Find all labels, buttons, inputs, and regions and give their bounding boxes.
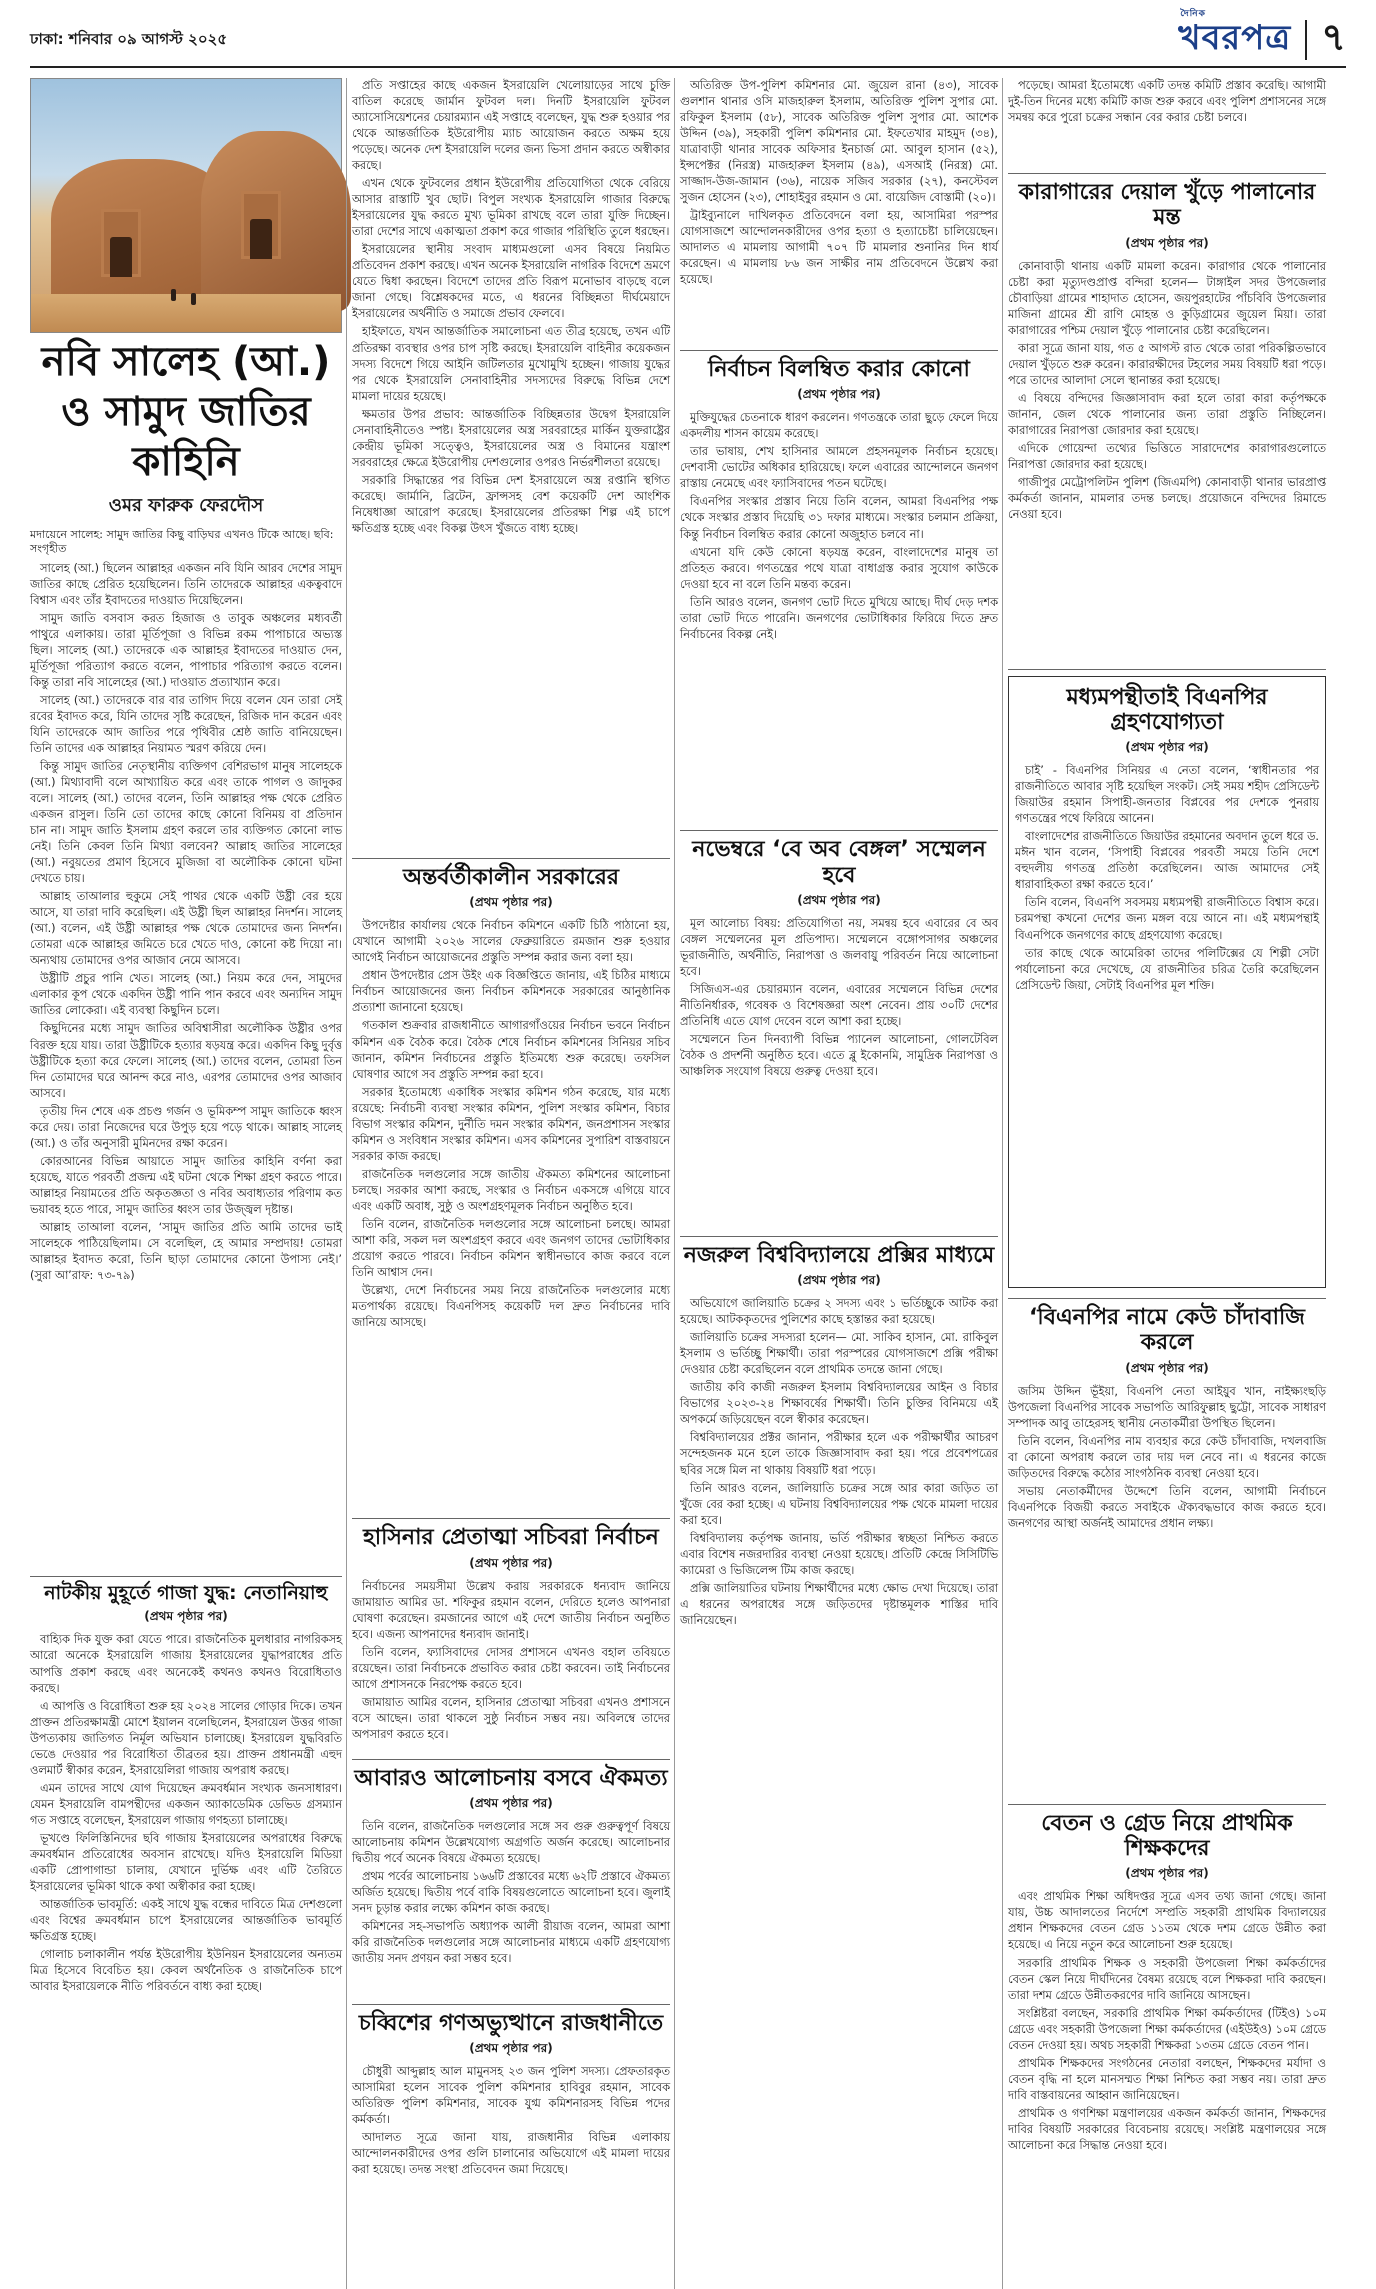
story-bnp bbox=[1008, 676, 1326, 1289]
interim-paragraph: প্রধান উপদেষ্টার প্রেস উইং এক বিজ্ঞপ্তিতে জানায়, এই চিঠির মাধ্যমে নির্বাচন আয়োজনের জন্য নির্বাচন কমিশনকে সরকারের আনুষ্ঠানিক প্রত্যাশা জানানো হয়েছে। bbox=[352, 969, 670, 1015]
capital-headline: চব্বিশের গণঅভ্যুত্থানে রাজধানীতে bbox=[358, 2010, 664, 2036]
bnp-paragraph: বাংলাদেশের রাজনীতিতে জিয়াউর রহমানের অবদান তুলে ধরে ড. মঈন খান বলেন, ‘সিপাহী বিপ্লবের পরবর্তী সময়ে তিনি দেশে বহুদলীয় গণতন্ত্র প্রতিষ্ঠা করেছিলেন। আজ আমাদের সেই ধারাবাহিকতা রক্ষা করতে হবে।’ bbox=[1015, 830, 1319, 892]
prison-body bbox=[1008, 259, 1326, 659]
story-nazrul bbox=[680, 1243, 998, 2176]
israel-paragraph: হাইফাতে, যখন আন্তর্জাতিক সমালোচনা এত তীব্র হয়েছে, তখন এটি প্রতিরক্ষা ব্যবস্থার ওপর চাপ সৃষ্টি করছে। ইসরায়েলি বাহিনীর কয়েকজন সদস্য বিদেশে গিয়ে আইনি জটিলতার মুখোমুখি হচ্ছেন। গাজায় যুদ্ধের পর থেকে ইসরায়েলি সেনাবাহিনীর সদস্যদের বিরুদ্ধে বিভিন্ন দেশে মামলা দায়ের হয়েছে। bbox=[352, 325, 670, 403]
divider-rule bbox=[352, 1518, 670, 1519]
prison-paragraph: কারা সূত্রে জানা যায়, গত ৫ আগস্ট রাত থেকে তারা পরিকল্পিতভাবে দেয়াল খুঁড়তে শুরু করেন। কারারক্ষীদের টহলের সময় বিষয়টি ধরা পড়ে। পরে তাদের আলাদা সেলে স্থানান্তর করা হয়েছে। bbox=[1008, 341, 1326, 387]
teachers-paragraph: প্রাথমিক শিক্ষকদের সংগঠনের নেতারা বলছেন, শিক্ষকদের মর্যাদা ও বেতন বৃদ্ধি না হলে মানসম্মত শিক্ষা নিশ্চিত করা সম্ভব নয়। তারা দ্রুত দাবি বাস্তবায়নের আহ্বান জানিয়েছেন। bbox=[1008, 2056, 1326, 2102]
hasina-paragraph: জামায়াত আমির বলেন, হাসিনার প্রেতাত্মা সচিবরা এখনও প্রশাসনে বসে আছেন। তারা থাকলে সুষ্ঠু নির্বাচন সম্ভব নয়। অবিলম্বে তাদের অপসারণ করতে হবে। bbox=[352, 1695, 670, 1741]
nazrul-paragraph: বিশ্ববিদ্যালয় কর্তৃপক্ষ জানায়, ভর্তি পরীক্ষার স্বচ্ছতা নিশ্চিত করতে এবার বিশেষ নজরদারির ব্যবস্থা নেওয়া হয়েছে। প্রতিটি কেন্দ্রে সিসিটিভি ক্যামেরা ও ভিজিলেন্স টিম কাজ করছে। bbox=[680, 1531, 998, 1577]
consensus-headline: আবারও আলোচনায় বসবে ঐকমত্য bbox=[354, 1765, 668, 1791]
saleh-paragraph: সামুদ জাতি বসবাস করত হিজাজ ও তাবুক অঞ্চলের মধ্যবর্তী পাথুরে এলাকায়। তারা মূর্তিপূজা ও বিভিন্ন রকম পাপাচারে অভ্যস্ত ছিল। সালেহ (আ.) তাদেরকে এক আল্লাহর ইবাদতের দাওয়াত দেন, মূর্তিপূজা পরিত্যাগ করতে বলেন, পাপাচার পরিত্যাগ করতে বলেন। কিন্তু তারা নবি সালেহের (আ.) দাওয়াত প্রত্যাখ্যান করে। bbox=[30, 611, 342, 689]
saleh-paragraph: সালেহ (আ.) তাদেরকে বার বার তাগিদ দিয়ে বলেন যেন তারা সেই রবের ইবাদত করে, যিনি তাদের সৃষ্টি করেছেন, রিজিক দান করেন এবং যিনি তাদেরকে আদ জাতির পরে পৃথিবীর শ্রেষ্ঠ জাতি বানিয়েছেন। তিনি তাদের এক আল্লাহর নিয়ামত স্মরণ করিয়ে দেন। bbox=[30, 693, 342, 755]
story-israel-continued bbox=[352, 78, 670, 848]
prison-paragraph: গাজীপুর মেট্রোপলিটন পুলিশ (জিএমপি) কোনাবাড়ী থানার ভারপ্রাপ্ত কর্মকর্তা জানান, মামলার তদন্ত চলছে। প্রয়োজনে বন্দিদের রিমান্ডে নেওয়া হবে। bbox=[1008, 476, 1326, 522]
nazrul-continued: (প্রথম পৃষ্ঠার পর) bbox=[797, 1273, 881, 1288]
teachers-headline: বেতন ও গ্রেড নিয়ে প্রাথমিক শিক্ষকদের bbox=[1041, 1810, 1293, 1862]
interim-paragraph: রাজনৈতিক দলগুলোর সঙ্গে জাতীয় ঐকমত্য কমিশনের আলোচনা চলছে। সরকার আশা করছে, সংস্কার ও নির্বাচন একসঙ্গে এগিয়ে যাবে এবং একটি অবাধ, সুষ্ঠু ও অংশগ্রহণমূলক নির্বাচন অনুষ্ঠিত হবে। bbox=[352, 1167, 670, 1213]
interim-continued: (প্রথম পৃষ্ঠার পর) bbox=[469, 895, 553, 910]
divider-rule bbox=[680, 1236, 998, 1237]
prison-paragraph: এ বিষয়ে বন্দিদের জিজ্ঞাসাবাদ করা হলে তারা কারা কর্তৃপক্ষকে জানান, জেল থেকে পালানোর জন্য তারা প্রস্তুতি নিচ্ছিলেন। কারাগারের নিরাপত্তা জোরদার করা হয়েছে। bbox=[1008, 391, 1326, 437]
masthead-right bbox=[1178, 8, 1346, 72]
gaza-paragraph: গোলাচ চলাকালীন পর্যন্ত ইউরোপীয় ইউনিয়ন ইসরায়েলের অন্যতম মিত্র হিসেবে বিবেচিত হয়। কেবল অর্থনৈতিক ও রাজনৈতিক চাপে আবার ইসরায়েলকে নীতি পরিবর্তনে বাধ্য করা হচ্ছে। bbox=[30, 1948, 342, 1994]
israel-paragraph: এখন থেকে ফুটবলের প্রধান ইউরোপীয় প্রতিযোগিতা থেকে বেরিয়ে আসার রাস্তাটি খুব ছোট। বিপুল সংখ্যক ইসরায়েলি গাজার বিরুদ্ধে ইসরায়েলের যুদ্ধ করতে মুখ্য ভূমিকা রাখছে বলে তারা যুক্তি দিচ্ছেন। তারা দেশের সাথে একাত্মতা প্রকাশ করে গাজার পরিস্থিতি তুলে ধরছেন। bbox=[352, 177, 670, 239]
prison-paragraph: এদিকে গোয়েন্দা তথ্যের ভিত্তিতে সারাদেশের কারাগারগুলোতে নিরাপত্তা জোরদার করা হয়েছে। bbox=[1008, 441, 1326, 471]
saleh-paragraph: কিন্তু সামুদ জাতির নেতৃস্থানীয় ব্যক্তিগণ বেশিরভাগ মানুষ সালেহকে (আ.) মিথ্যাবাদী বলে আখ্যায়িত করে এবং তাকে পাগল ও জাদুকর বলে। সালেহ (আ.) তাদের বলেন, তিনি আল্লাহর পক্ষ থেকে প্রেরিত একজন রাসুল। তিনি তো তাদের কাছে কোনো বিনিময় বা প্রতিদান চান না। সামুদ জাতি ইসলাম গ্রহণ করলে তার ব্যক্তিগত কোনো লাভ নেই। তিনি কেবল তিনি মিথ্যা বলবেন? আল্লাহ জাতির সালেহের (আ.) নবুয়তের প্রমাণ হিসেবে মুজিজা বা অলৌকিক কোনো ঘটনা দেখতে চায়। bbox=[30, 759, 342, 886]
nazrul-paragraph: প্রক্সি জালিয়াতির ঘটনায় শিক্ষার্থীদের মধ্যে ক্ষোভ দেখা দিয়েছে। তারা এ ধরনের অপরাধের সঙ্গে জড়িতদের দৃষ্টান্তমূলক শাস্তির দাবি জানিয়েছেন। bbox=[680, 1581, 998, 1627]
nazrul-paragraph: জালিয়াতি চক্রের সদস্যরা হলেন— মো. সাকিব হাসান, মো. রাকিবুল ইসলাম ও ভর্তিচ্ছু শিক্ষার্থী। তারা পরস্পরের যোগসাজশে প্রক্সি পরীক্ষা দেওয়ার চেষ্টা করেছিলেন বলে প্রাথমিক তদন্তে জানা গেছে। bbox=[680, 1331, 998, 1377]
chandabaji-paragraph: জসিম উদ্দিন ভূঁইয়া, বিএনপি নেতা আইয়ুব খান, নাইক্ষ্যংছড়ি উপজেলা বিএনপির সাবেক সভাপতি আরিফুল্লাহ ছুট্টো, সাবেক সাধারণ সম্পাদক আবু তাহেরসহ স্থানীয় নেতাকর্মীরা উপস্থিত ছিলেন। bbox=[1008, 1384, 1326, 1430]
saleh-paragraph: কিছুদিনের মধ্যে সামুদ জাতির অবিশ্বাসীরা অলৌকিক উষ্ট্রীর ওপর বিরক্ত হয়ে যায়। তারা উষ্ট্রীটিকে হত্যার ষড়যন্ত্র করে। একদিন কিছু দুর্বৃত্ত উষ্ট্রীটিকে হত্যা করে ফেলে। সালেহ (আ.) তাদের বলেন, তোমরা তিন দিন তোমাদের ঘরে আনন্দ করে নাও, এরপর তোমাদের ওপর আজাব আসবে। bbox=[30, 1022, 342, 1100]
column-1 bbox=[30, 78, 342, 2289]
hasina-paragraph: তিনি বলেন, ফ্যাসিবাদের দোসর প্রশাসনে এখনও বহাল তবিয়তে রয়েছেন। তারা নির্বাচনকে প্রভাবিত করার চেষ্টা করবেন। তাই নির্বাচনের আগে প্রশাসনকে নিরপেক্ষ করতে হবে। bbox=[352, 1645, 670, 1691]
capital-paragraph: আদালত সূত্রে জানা যায়, রাজধানীর বিভিন্ন এলাকায় আন্দোলনকারীদের ওপর গুলি চালানোর অভিযোগে এই মামলা দায়ের করা হয়েছে। তদন্ত সংস্থা প্রতিবেদন জমা দিয়েছে। bbox=[352, 2131, 670, 2177]
gaza-body bbox=[30, 1632, 342, 2272]
bnp-continued: (প্রথম পৃষ্ঠার পর) bbox=[1125, 740, 1209, 755]
tomb-door bbox=[250, 219, 272, 259]
police-paragraph: ট্রাইব্যুনালে দাখিলকৃত প্রতিবেদনে বলা হয়, আসামিরা পরস্পর যোগসাজশে আন্দোলনকারীদের ওপর হত্যা ও হত্যাচেষ্টা চালিয়েছেন। আদালত এ মামলায় আগামী ৭০৭ টি মামলার শুনানির দিন ধার্য করেছেন। এ মামলায় ৮৬ জন সাক্ষীর নাম প্রতিবেদনে উল্লেখ করা হয়েছে। bbox=[680, 209, 998, 287]
election-paragraph: এখনো যদি কেউ কোনো ষড়যন্ত্র করেন, বাংলাদেশের মানুষ তা প্রতিহত করবে। গণতন্ত্রের পথে যাত্রা বাধাগ্রস্ত করার সুযোগ কাউকে দেওয়া হবে না বলে তিনি মন্তব্য করেন। bbox=[680, 545, 998, 591]
bengal-continued: (প্রথম পৃষ্ঠার পর) bbox=[797, 892, 881, 907]
bengal-body bbox=[680, 916, 998, 1226]
hasina-continued: (প্রথম পৃষ্ঠার পর) bbox=[469, 1555, 553, 1570]
saleh-byline: ওমর ফারুক ফেরদৌস bbox=[108, 495, 264, 516]
story-capital bbox=[352, 2011, 670, 2184]
story-teachers bbox=[1008, 1811, 1326, 2280]
masthead-divider bbox=[1305, 20, 1307, 60]
israel-paragraph: সরকারি সিদ্ধান্তের পর বিভিন্ন দেশ ইসরায়েলে অস্ত্র রপ্তানি স্থগিত করেছে। জার্মানি, ব্রিটেন, ফ্রান্সসহ বেশ কয়েকটি দেশ আংশিক নিষেধাজ্ঞা আরোপ করেছে। ইসরায়েলের প্রতিরক্ষা শিল্প এই চাপে ক্ষতিগ্রস্ত হচ্ছে এবং বিকল্প উৎস খুঁজতে বাধ্য হচ্ছে। bbox=[352, 473, 670, 535]
investigation-body bbox=[1008, 78, 1326, 163]
consensus-body bbox=[352, 1819, 670, 1994]
gaza-paragraph: আন্তর্জাতিক ভাবমূর্তি: একই সাথে যুদ্ধ বন্ধের দাবিতে মিত্র দেশগুলো এবং বিশ্বের ক্রমবর্ধমান চাপে ইসরায়েলের আন্তর্জাতিক ভাবমূর্তি ক্ষতিগ্রস্ত হচ্ছে। bbox=[30, 1897, 342, 1943]
election-headline: নির্বাচন বিলম্বিত করার কোনো bbox=[708, 357, 970, 382]
teachers-paragraph: প্রাথমিক ও গণশিক্ষা মন্ত্রণালয়ের একজন কর্মকর্তা জানান, শিক্ষকদের দাবির বিষয়টি সরকারের বিবেচনায় রয়েছে। সংশ্লিষ্ট মন্ত্রণালয়ের সঙ্গে আলোচনা করে সিদ্ধান্ত নেওয়া হবে। bbox=[1008, 2106, 1326, 2152]
divider-rule bbox=[680, 830, 998, 831]
story-chandabaji bbox=[1008, 1305, 1326, 1794]
saleh-paragraph: আল্লাহ তাআলা বলেন, ‘সামুদ জাতির প্রতি আমি তাদের ভাই সালেহকে পাঠিয়েছিলাম। সে বলেছিল, হে আমার সম্প্রদায়! তোমরা আল্লাহর ইবাদত করো, তিনি ছাড়া তোমাদের কোনো উপাস্য নেই।’ (সুরা আ’রাফ: ৭৩-৭৯) bbox=[30, 1220, 342, 1282]
nazrul-headline: নজরুল বিশ্ববিদ্যালয়ে প্রক্সির মাধ্যমে bbox=[683, 1242, 995, 1268]
election-paragraph: মুক্তিযুদ্ধের চেতনাকে ধারণ করলেন। গণতন্ত্রকে তারা ছুড়ে ফেলে দিয়ে একদলীয় শাসন কায়েম করেছে। bbox=[680, 411, 998, 441]
saleh-photo bbox=[30, 78, 342, 333]
columns bbox=[30, 78, 1346, 2177]
story-police-continued bbox=[680, 78, 998, 340]
story-interim bbox=[352, 865, 670, 1508]
gaza-paragraph: এমন তাদের সাথে যোগ দিয়েছেন ক্রমবর্ধমান সংখ্যক জনসাধারণ। যেমন ইসরায়েলি বামপন্থীদের একজন অ্যাকাডেমিক ডেভিড গ্রসম্যান গত সপ্তাহে বলেছেন, ইসরায়েল গাজায় গণহত্যা চালাচ্ছে। bbox=[30, 1781, 342, 1827]
interim-paragraph: উপদেষ্টার কার্যালয় থেকে নির্বাচন কমিশনে একটি চিঠি পাঠানো হয়, যেখানে আগামী ২০২৬ সালের ফেব্রুয়ারিতে রমজান শুরু হওয়ার আগেই নির্বাচন আয়োজনের প্রস্তুতি সম্পন্ন করার জন্য বলা হয়। bbox=[352, 919, 670, 965]
interim-body bbox=[352, 918, 670, 1508]
chandabaji-continued: (প্রথম পৃষ্ঠার পর) bbox=[1125, 1360, 1209, 1375]
story-hasina bbox=[352, 1525, 670, 1748]
capital-continued: (প্রথম পৃষ্ঠার পর) bbox=[469, 2041, 553, 2056]
israel-paragraph: ইসরায়েলের স্থানীয় সংবাদ মাধ্যমগুলো এসব বিষয়ে নিয়মিত প্রতিবেদন প্রকাশ করছে। এখন অনেক ইসরায়েলি নাগরিক বিদেশে ভ্রমণে যেতে দ্বিধা করছেন। বিদেশে তাদের প্রতি বিরূপ মনোভাব বাড়ছে বলে জানা গেছে। বিশ্লেষকদের মতে, এ ধরনের বিচ্ছিন্নতা দীর্ঘমেয়াদে ইসরায়েলের অর্থনীতি ও সমাজে প্রভাব ফেলবে। bbox=[352, 243, 670, 321]
bengal-paragraph: মূল আলোচ্য বিষয়: প্রতিযোগিতা নয়, সমন্বয় হবে এবারের বে অব বেঙ্গল সম্মেলনের মূল প্রতিপাদ্য। সম্মেলনে বঙ্গোপসাগর অঞ্চলের ভূরাজনীতি, অর্থনীতি, নিরাপত্তা ও জলবায়ু পরিবর্তন নিয়ে আলোচনা হবে। bbox=[680, 916, 998, 978]
saleh-paragraph: সালেহ (আ.) ছিলেন আল্লাহর একজন নবি যিনি আরব দেশের সামুদ জাতির কাছে প্রেরিত হয়েছিলেন। তিনি তাদেরকে আল্লাহর একত্ববাদে বিশ্বাস এবং তাঁর ইবাদতের দাওয়াত দিয়েছিলেন। bbox=[30, 561, 342, 607]
story-saleh bbox=[30, 337, 342, 1566]
desert-sand bbox=[31, 294, 341, 332]
divider-rule bbox=[1008, 173, 1326, 174]
interim-paragraph: গতকাল শুক্রবার রাজধানীতে আগারগাঁওয়ের নির্বাচন ভবনে নির্বাচন কমিশন এক বৈঠক করে। বৈঠক শেষে নির্বাচন কমিশনের সিনিয়র সচিব জানান, কমিশন নির্বাচনের প্রস্তুতি ইতিমধ্যে শুরু করেছে। তফসিল ঘোষণার আগে সব প্রস্তুতি সম্পন্ন করা হবে। bbox=[352, 1019, 670, 1081]
election-continued: (প্রথম পৃষ্ঠার পর) bbox=[797, 387, 881, 402]
prison-paragraph: কোনাবাড়ী থানায় একটি মামলা করেন। কারাগার থেকে পালানোর চেষ্টা করা মৃত্যুদণ্ডপ্রাপ্ত বন্দিরা হলেন— টাঙ্গাইল সদর উপজেলার চৌবাড়িয়া গ্রামের শাহাদাত হোসেন, জয়পুরহাটের পাঁচবিবি উপজেলার মাজিনা গ্রামের শ্রী রাণি মোহন্ত ও কুড়িগ্রামের জুয়েল মিয়া। তারা কারাগারের পশ্চিম দেয়াল খুঁড়ে পালানোর চেষ্টা করেছিলেন। bbox=[1008, 259, 1326, 337]
divider-rule bbox=[680, 350, 998, 351]
bengal-headline: নভেম্বরে ‘বে অব বেঙ্গল’ সম্মেলন হবে bbox=[692, 837, 986, 888]
bnp-headline: মধ্যমপন্থীতাই বিএনপির গ্রহণযোগ্যতা bbox=[1066, 684, 1268, 735]
gaza-paragraph: এ আপত্তি ও বিরোধিতা শুরু হয় ২০২৪ সালের গোড়ার দিকে। তখন প্রাক্তন প্রতিরক্ষামন্ত্রী মোশে ইয়ালন বলেছিলেন, ইসরায়েল উত্তর গাজা উপত্যকায় জাতিগত নির্মূল অভিযান চালাচ্ছে। ইসরায়েল যুদ্ধবিরতি ভেঙে দেওয়ার পর বিরোধিতা তীব্রতর হয়। প্রাক্তন প্রধানমন্ত্রী এহুদ ওলমার্ট স্বীকার করেন, ইসরায়েলিরা গাজায় অপরাধ করছে। bbox=[30, 1699, 342, 1777]
capital-paragraph: চৌধুরী আব্দুল্লাহ আল মামুনসহ ২৩ জন পুলিশ সদস্য। প্রেফতারকৃত আসামিরা হলেন সাবেক পুলিশ কমিশনার হাবিবুর রহমান, সাবেক অতিরিক্ত পুলিশ কমিশনার, সাবেক যুগ্ম কমিশনারসহ বিভিন্ন পদের কর্মকর্তা। bbox=[352, 2065, 670, 2127]
interim-headline: অন্তর্বর্তীকালীন সরকারের bbox=[403, 865, 619, 890]
story-bengal bbox=[680, 837, 998, 1226]
gaza-headline: নাটকীয় মুহূর্তে গাজা যুদ্ধ: নেতানিয়াহু bbox=[44, 1581, 328, 1604]
israel-paragraph: প্রতি সপ্তাহের কাছে একজন ইসরায়েলি খেলোয়াড়ের সাথে চুক্তি বাতিল করেছে জার্মান ফুটবল দল। দিনটি ইসরায়েলি ফুটবল অ্যাসোসিয়েশনের চেয়ারম্যান এই সপ্তাহে বলেছেন, যুদ্ধ শুরু হওয়ার পর থেকে আন্তর্জাতিক ইউরোপীয় ম্যাচ আয়োজন করতে অক্ষম হয়ে পড়েছে। অনেক দেশ ইসরায়েলি দলের জন্য ভিসা প্রদান করতে অস্বীকার করছে। bbox=[352, 79, 670, 173]
story-prison bbox=[1008, 180, 1326, 659]
bnp-body bbox=[1015, 763, 1319, 1283]
interim-paragraph: তিনি বলেন, রাজনৈতিক দলগুলোর সঙ্গে আলোচনা চলছে। আমরা আশা করি, সকল দল অংশগ্রহণ করবে এবং জনগণ তাদের ভোটাধিকার প্রয়োগ করতে পারবে। নির্বাচন কমিশন স্বাধীনভাবে কাজ করবে বলে তিনি আশ্বাস দেন। bbox=[352, 1217, 670, 1279]
column-4 bbox=[1008, 78, 1326, 2289]
saleh-paragraph: আল্লাহ তাআলার হুকুমে সেই পাথর থেকে একটি উষ্ট্রী বের হয়ে আসে, যা তারা দাবি করেছিল। এই উষ্ট্রী ছিল আল্লাহর নিদর্শন। সালেহ (আ.) বলেন, এই উষ্ট্রী আল্লাহর পক্ষ থেকে তোমাদের জন্য নিদর্শন। তোমরা একে আল্লাহর জমিতে চরে খেতে দাও, কোনো কষ্ট দিয়ো না। অন্যথায় তোমাদের ওপর আজাব নেমে আসবে। bbox=[30, 890, 342, 968]
bengal-paragraph: সম্মেলনে তিন দিনব্যাপী বিভিন্ন প্যানেল আলোচনা, গোলটেবিল বৈঠক ও প্রদর্শনী অনুষ্ঠিত হবে। এতে ব্লু ইকোনমি, সামুদ্রিক নিরাপত্তা ও আঞ্চলিক সংযোগ বিষয়ে গুরুত্ব দেওয়া হবে। bbox=[680, 1033, 998, 1079]
column-2 bbox=[352, 78, 670, 2289]
election-paragraph: তার ভাষায়, শেখ হাসিনার আমলে প্রহসনমূলক নির্বাচন হয়েছে। দেশবাসী ভোটের অধিকার হারিয়েছে। ফলে এবারের আন্দোলনে জনগণ রাস্তায় নেমেছে এবং ফ্যাসিবাদের পতন ঘটেছে। bbox=[680, 445, 998, 491]
paper-logo bbox=[1178, 8, 1292, 69]
israel-paragraph: ক্ষমতার উপর প্রভাব: আন্তর্জাতিক বিচ্ছিন্নতার উদ্বেগ ইসরায়েলি সেনাবাহিনীতেও স্পষ্ট। ইসরায়েলের অস্ত্র সরবরাহের মার্কিন যুক্তরাষ্ট্রের কেন্দ্রীয় ভূমিকা সত্ত্বেও, ইসরায়েলের অস্ত্র ও বিমানের যন্ত্রাংশ সরবরাহের ক্ষেত্রে ইউরোপীয় দেশগুলোর ওপরও নির্ভরশীলতা রয়েছে। bbox=[352, 407, 670, 469]
israel-body bbox=[352, 78, 670, 848]
divider-rule bbox=[352, 1759, 670, 1760]
prison-continued: (প্রথম পৃষ্ঠার পর) bbox=[1125, 235, 1209, 250]
police-paragraph: অতিরিক্ত উপ-পুলিশ কমিশনার মো. জুয়েল রানা (৪৩), সাবেক গুলশান থানার ওসি মাজহারুল ইসলাম, অতিরিক্ত পুলিশ সুপার মো. রফিকুল ইসলাম (৫৮), সাবেক অতিরিক্ত পুলিশ সুপার মো. আশেক উদ্দিন (৩৯), সহকারী পুলিশ কমিশনার মো. ইফতেখার মাহমুদ (৩৪), যাত্রাবাড়ী থানার সাবেক অফিসার ইনচার্জ মো. আবুল হাসান (৫২), ইন্সপেক্টর (নিরস্ত্র) মাজহারুল ইসলাম (৪৯), এসআই (নিরস্ত্র) মো. সাজ্জাদ-উজ-জামান (৩৬), নায়েক সজিব সরকার (২৭), কনস্টেবল সুজন হোসেন (২৩), শোহাইবুর রহমান ও মো. বায়েজিদ বোস্তামী (২০)। bbox=[680, 79, 998, 205]
gaza-continued: (প্রথম পৃষ্ঠার পর) bbox=[144, 1609, 228, 1624]
election-body bbox=[680, 410, 998, 820]
saleh-paragraph: কোরআনের বিভিন্ন আয়াতে সামুদ জাতির কাহিনি বর্ণনা করা হয়েছে, যাতে পরবর্তী প্রজন্ম এই ঘটনা থেকে শিক্ষা গ্রহণ করতে পারে। আল্লাহর নিয়ামতের প্রতি অকৃতজ্ঞতা ও নবির অবাধ্যতার পরিণাম কত ভয়াবহ হতে পারে, সামুদ জাতির ধ্বংস তার উজ্জ্বল দৃষ্টান্ত। bbox=[30, 1154, 342, 1216]
divider-rule bbox=[1008, 1804, 1326, 1805]
teachers-continued: (প্রথম পৃষ্ঠার পর) bbox=[1125, 1866, 1209, 1881]
election-paragraph: তিনি আরও বলেন, জনগণ ভোট দিতে মুখিয়ে আছে। দীর্ঘ দেড় দশক তারা ভোট দিতে পারেনি। জনগণের ভোটাধিকার ফিরিয়ে দিতে দ্রুত নির্বাচনের বিকল্প নেই। bbox=[680, 595, 998, 641]
bnp-paragraph: চাই’ - বিএনপির সিনিয়র এ নেতা বলেন, ‘স্বাধীনতার পর রাজনীতিতে আবার সৃষ্টি হয়েছিল সংকট। সেই সময় শহীদ প্রেসিডেন্ট জিয়াউর রহমান সিপাহী-জনতার বিপ্লবের পর দেশকে পুনরায় গণতন্ত্রের পথে ফিরিয়ে আনেন। bbox=[1015, 764, 1319, 826]
teachers-paragraph: সংশ্লিষ্টরা বলছেন, সরকারি প্রাথমিক শিক্ষা কর্মকর্তাদের (টিইও) ১০ম গ্রেডে এবং সহকারী উপজেলা শিক্ষা কর্মকর্তাদের (এইউইও) ১০ম গ্রেডে বেতন দেওয়া হয়। অথচ সহকারী শিক্ষকরা ১৩তম গ্রেডে বেতন পান। bbox=[1008, 2006, 1326, 2052]
hasina-paragraph: নির্বাচনের সময়সীমা উল্লেখ করায় সরকারকে ধন্যবাদ জানিয়ে জামায়াত আমির ডা. শফিকুর রহমান বলেন, দেরিতে হলেও আপনারা ঘোষণা করেছেন। রমজানের আগে এই দেশে জাতীয় নির্বাচন অনুষ্ঠিত হবে। এজন্য আপনাদের ধন্যবাদ জানাই। bbox=[352, 1579, 670, 1641]
person-figure bbox=[191, 293, 196, 305]
nazrul-body bbox=[680, 1296, 998, 2176]
bengal-paragraph: সিজিএস-এর চেয়ারম্যান বলেন, এবারের সম্মেলনে বিভিন্ন দেশের নীতিনির্ধারক, গবেষক ও বিশেষজ্ঞরা অংশ নেবেন। প্রায় ৩০টি দেশের প্রতিনিধি এতে যোগ দেবেন বলে আশা করা হচ্ছে। bbox=[680, 983, 998, 1029]
interim-paragraph: সরকার ইতোমধ্যে একাধিক সংস্কার কমিশন গঠন করেছে, যার মধ্যে রয়েছে: নির্বাচনী ব্যবস্থা সংস্কার কমিশন, পুলিশ সংস্কার কমিশন, বিচার বিভাগ সংস্কার কমিশন, দুর্নীতি দমন সংস্কার কমিশন, জনপ্রশাসন সংস্কার কমিশন ও সংবিধান সংস্কার কমিশন। এসব কমিশনের সুপারিশ বাস্তবায়নে সরকার কাজ করছে। bbox=[352, 1085, 670, 1163]
story-election bbox=[680, 357, 998, 820]
dateline: ঢাকা: শনিবার ০৯ আগস্ট ২০২৫ bbox=[30, 29, 228, 48]
teachers-paragraph: এবং প্রাথমিক শিক্ষা অধিদপ্তর সূত্রে এসব তথ্য জানা গেছে। জানা যায়, উচ্চ আদালতের নির্দেশে সম্প্রতি সহকারী প্রাথমিক বিদ্যালয়ের প্রধান শিক্ষকদের বেতন গ্রেড ১১তম থেকে দশম গ্রেডে উন্নীত করা হয়েছে। এ নিয়ে নতুন করে আলোচনা শুরু হয়েছে। bbox=[1008, 1890, 1326, 1952]
election-paragraph: বিএনপির সংস্কার প্রস্তাব নিয়ে তিনি বলেন, আমরা বিএনপির পক্ষ থেকে সংস্কার প্রস্তাব দিয়েছি ৩১ দফার মাধ্যমে। সংস্কার চলমান প্রক্রিয়া, কিন্তু নির্বাচন বিলম্বিত করার কোনো অজুহাত চলবে না। bbox=[680, 495, 998, 541]
story-gaza bbox=[30, 1583, 342, 2273]
nazrul-paragraph: তিনি আরও বলেন, জালিয়াতি চক্রের সঙ্গে আর কারা জড়িত তা খুঁজে বের করা হচ্ছে। এ ঘটনায় বিশ্ববিদ্যালয়ের পক্ষ থেকে মামলা দায়ের করা হবে। bbox=[680, 1481, 998, 1527]
divider-rule bbox=[30, 1576, 342, 1577]
divider-rule bbox=[1008, 669, 1326, 670]
tomb-door bbox=[110, 237, 132, 277]
nazrul-paragraph: অভিযোগে জালিয়াতি চক্রের ২ সদস্য এবং ১ ভর্তিচ্ছুকে আটক করা হয়েছে। আটককৃতদের পুলিশের কাছে হস্তান্তর করা হয়েছে। bbox=[680, 1297, 998, 1327]
saleh-paragraph: উষ্ট্রীটি প্রচুর পানি খেত। সালেহ (আ.) নিয়ম করে দেন, সামুদের এলাকার কূপ থেকে একদিন উষ্ট্রী পানি পান করবে এবং অন্যদিন সামুদ জাতির লোকেরা। এই ব্যবস্থা কিছুদিন চলে। bbox=[30, 972, 342, 1018]
saleh-caption: মদায়েনে সালেহ: সামুদ জাতির কিছু বাড়িঘর এখনও টিকে আছে। ছবি: সংগৃহীত bbox=[30, 528, 334, 556]
gaza-paragraph: বাহ্যিক দিক যুক্ত করা যেতে পারে। রাজনৈতিক মুলধারার নাগরিকসহ আরো অনেকে ইসরায়েলি গাজায় ইসরায়েলের যুদ্ধাপরাধের প্রতি আপত্তি প্রকাশ করছে এবং অনেকেই কথনও কথনও বিরোধিতাও করছে। bbox=[30, 1633, 342, 1695]
gaza-paragraph: ভূখণ্ডে ফিলিস্তিনিদের ছবি গাজায় ইসরায়েলের অপরাধের বিরুদ্ধে ক্রমবর্ধমান প্রতিরোধের অবসান রাখেছে। যদিও ইসরায়েলি মিডিয়া একটি প্রোপাগান্ডা চালায়, যেখানে দুর্ভিক্ষ এবং এটি তৈরিতে ইসরায়েলের ভূমিকা থাকে কথা অস্বীকার করা হচ্ছে। bbox=[30, 1831, 342, 1893]
chandabaji-paragraph: তিনি বলেন, বিএনপির নাম ব্যবহার করে কেউ চাঁদাবাজি, দখলবাজি বা কোনো অপরাধ করলে তার দায় দল নেবে না। এ ধরনের কাজে জড়িতদের বিরুদ্ধে কঠোর সাংগঠনিক ব্যবস্থা নেওয়া হবে। bbox=[1008, 1434, 1326, 1480]
paper-logo-name: খবরপত্র bbox=[1178, 17, 1292, 58]
prison-headline: কারাগারের দেয়াল খুঁড়ে পালানোর মন্ত bbox=[1018, 180, 1316, 231]
saleh-headline: নবি সালেহ (আ.) ও সামুদ জাতির কাহিনি bbox=[41, 339, 331, 485]
saleh-paragraph: তৃতীয় দিন শেষে এক প্রচণ্ড গর্জন ও ভূমিকম্প সামুদ জাতিকে ধ্বংস করে দেয়। তারা নিজেদের ঘরে উপুড় হয়ে পড়ে থাকে। আল্লাহ সালেহ (আ.) ও তাঁর অনুসারী মুমিনদের রক্ষা করেন। bbox=[30, 1104, 342, 1150]
divider-rule bbox=[1008, 1298, 1326, 1299]
capital-body bbox=[352, 2064, 670, 2184]
hasina-headline: হাসিনার প্রেতাত্মা সচিবরা নির্বাচন bbox=[363, 1525, 659, 1551]
story-consensus bbox=[352, 1766, 670, 1994]
divider-rule bbox=[352, 2004, 670, 2005]
hasina-body bbox=[352, 1579, 670, 1749]
chandabaji-paragraph: সভায় নেতাকর্মীদের উদ্দেশে তিনি বলেন, আগামী নির্বাচনে বিএনপিকে বিজয়ী করতে সবাইকে ঐক্যবদ্ধভাবে কাজ করতে হবে। জনগণের আস্থা অর্জনই আমাদের প্রধান লক্ষ্য। bbox=[1008, 1484, 1326, 1531]
police-body bbox=[680, 78, 998, 340]
column-3 bbox=[680, 78, 998, 2289]
interim-paragraph: উল্লেখ্য, দেশে নির্বাচনের সময় নিয়ে রাজনৈতিক দলগুলোর মধ্যে মতপার্থক্য রয়েছে। বিএনপিসহ কয়েকটি দল দ্রুত নির্বাচনের দাবি জানিয়ে আসছে। bbox=[352, 1283, 670, 1330]
divider-rule bbox=[352, 858, 670, 859]
consensus-paragraph: প্রথম পর্বের আলোচনায় ১৬৬টি প্রস্তাবের মধ্যে ৬২টি প্রস্তাবে ঐকমত্য অর্জিত হয়েছে। দ্বিতীয় পর্বে বাকি বিষয়গুলোতে আলোচনা হবে। জুলাই সনদ চূড়ান্ত করার লক্ষ্যে কমিশন কাজ করছে। bbox=[352, 1869, 670, 1916]
teachers-body bbox=[1008, 1889, 1326, 2279]
person-figure bbox=[171, 289, 176, 301]
bnp-paragraph: তিনি বলেন, বিএনপি সবসময় মধ্যমপন্থী রাজনীতিতে বিশ্বাস করে। চরমপন্থা কখনো দেশের জন্য মঙ্গল বয়ে আনে না। এই মধ্যমপন্থাই বিএনপিকে জনগণের কাছে গ্রহণযোগ্য করেছে। bbox=[1015, 896, 1319, 942]
nazrul-paragraph: বিশ্ববিদ্যালয়ের প্রক্টর জানান, পরীক্ষার হলে এক পরীক্ষার্থীর আচরণ সন্দেহজনক মনে হলে তাকে জিজ্ঞাসাবাদ করা হয়। পরে প্রবেশপত্রের ছবির সঙ্গে মিল না থাকায় বিষয়টি ধরা পড়ে। bbox=[680, 1431, 998, 1477]
saleh-body bbox=[30, 561, 342, 1566]
nazrul-paragraph: জাতীয় কবি কাজী নজরুল ইসলাম বিশ্ববিদ্যালয়ের আইন ও বিচার বিভাগের ২০২৩-২৪ শিক্ষাবর্ষের শিক্ষার্থী। তিনি চুক্তির বিনিময়ে এই অপকর্মে জড়িয়েছেন বলে স্বীকার করেছেন। bbox=[680, 1381, 998, 1427]
consensus-paragraph: কমিশনের সহ-সভাপতি অধ্যাপক আলী রীয়াজ বলেন, আমরা আশা করি রাজনৈতিক দলগুলোর সঙ্গে আলোচনার মাধ্যমে একটি গ্রহণযোগ্য জাতীয় সনদ প্রণয়ন করা সম্ভব হবে। bbox=[352, 1920, 670, 1966]
consensus-continued: (প্রথম পৃষ্ঠার পর) bbox=[469, 1795, 553, 1810]
investigation-paragraph: পড়েছে। আমরা ইতোমধ্যে একটি তদন্ত কমিটি প্রস্তাব করেছি। আগামী দুই-তিন দিনের মধ্যে কমিটি কাজ শুরু করবে এবং পুলিশ প্রশাসনের সঙ্গে সমন্বয় করে পুরো চক্রের সন্ধান বের করার চেষ্টা চলবে। bbox=[1008, 79, 1326, 125]
paper-logo-tag: দৈনিক bbox=[1180, 8, 1206, 19]
masthead bbox=[30, 8, 1346, 68]
page-number: ৭ bbox=[1321, 15, 1346, 59]
story-investigation-continued bbox=[1008, 78, 1326, 163]
bnp-paragraph: তার কাছে থেকে আমেরিকা তাদের পলিটিক্সের যে শিল্পী সেটা পর্যালোচনা করে দেখেছে, যে রাজনীতির চরিত্র তৈরি করেছিলেন প্রেসিডেন্ট জিয়া, সেটাই বিএনপির মূল শক্তি। bbox=[1015, 946, 1319, 992]
chandabaji-headline: ‘বিএনপির নামে কেউ চাঁদাবাজি করলে bbox=[1029, 1305, 1305, 1356]
chandabaji-body bbox=[1008, 1384, 1326, 1794]
teachers-paragraph: সরকারি প্রাথমিক শিক্ষক ও সহকারী উপজেলা শিক্ষা কর্মকর্তাদের বেতন স্কেল নিয়ে দীর্ঘদিনের বৈষম্য রয়েছে বলে শিক্ষকরা দাবি করছেন। তারা দশম গ্রেডে উন্নীতকরণের দাবি জানিয়ে আসছেন। bbox=[1008, 1956, 1326, 2002]
consensus-paragraph: তিনি বলেন, রাজনৈতিক দলগুলোর সঙ্গে সব গুরু গুরুত্বপূর্ণ বিষয়ে আলোচনায় কমিশন উল্লেখযোগ্য অগ্রগতি অর্জন করেছে। আলোচনার দ্বিতীয় পর্বে অনেক বিষয়ে ঐকমত্য হয়েছে। bbox=[352, 1819, 670, 1865]
